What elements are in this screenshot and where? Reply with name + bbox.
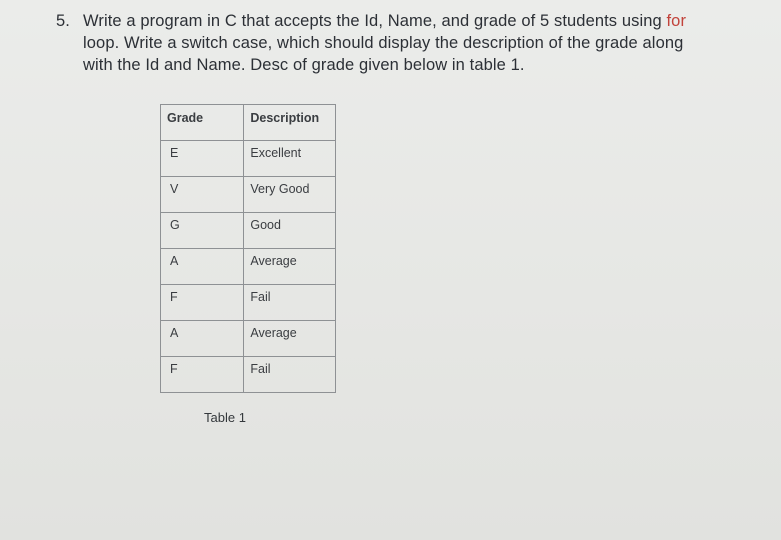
table-row: [161, 357, 336, 393]
question-number: 5.: [56, 12, 70, 30]
grade-cell: F: [161, 285, 244, 321]
description-cell: Average: [244, 249, 336, 285]
grade-cell: F: [161, 357, 244, 393]
description-cell: Good: [244, 213, 336, 249]
table-header-row: [161, 105, 336, 141]
question-text: [83, 10, 756, 76]
question-line-1: [83, 10, 756, 32]
table-row: [161, 321, 336, 357]
table-row: [161, 213, 336, 249]
question-line-1-text: Write a program in C that accepts the Id, Name, and grade of 5 students using: [83, 12, 667, 30]
table-row: [161, 249, 336, 285]
header-grade: Grade: [161, 105, 244, 141]
grade-cell: A: [161, 249, 244, 285]
keyword-for: for: [666, 12, 687, 30]
question-block: [56, 10, 756, 76]
grade-table: [160, 104, 336, 393]
grade-cell: E: [161, 141, 244, 177]
description-cell: Fail: [244, 357, 336, 393]
description-cell: Average: [244, 321, 336, 357]
table-row: [161, 285, 336, 321]
grade-cell: A: [161, 321, 244, 357]
question-line-3: with the Id and Name. Desc of grade given below in table 1.: [83, 56, 525, 74]
description-cell: Excellent: [244, 141, 336, 177]
table-row: [161, 177, 336, 213]
question-line-2: loop. Write a switch case, which should display the description of the grade along: [83, 34, 684, 52]
grade-cell: V: [161, 177, 244, 213]
table-caption: Table 1: [204, 410, 246, 425]
grade-cell: G: [161, 213, 244, 249]
description-cell: Fail: [244, 285, 336, 321]
description-cell: Very Good: [244, 177, 336, 213]
table-row: [161, 141, 336, 177]
header-description: Description: [244, 105, 336, 141]
